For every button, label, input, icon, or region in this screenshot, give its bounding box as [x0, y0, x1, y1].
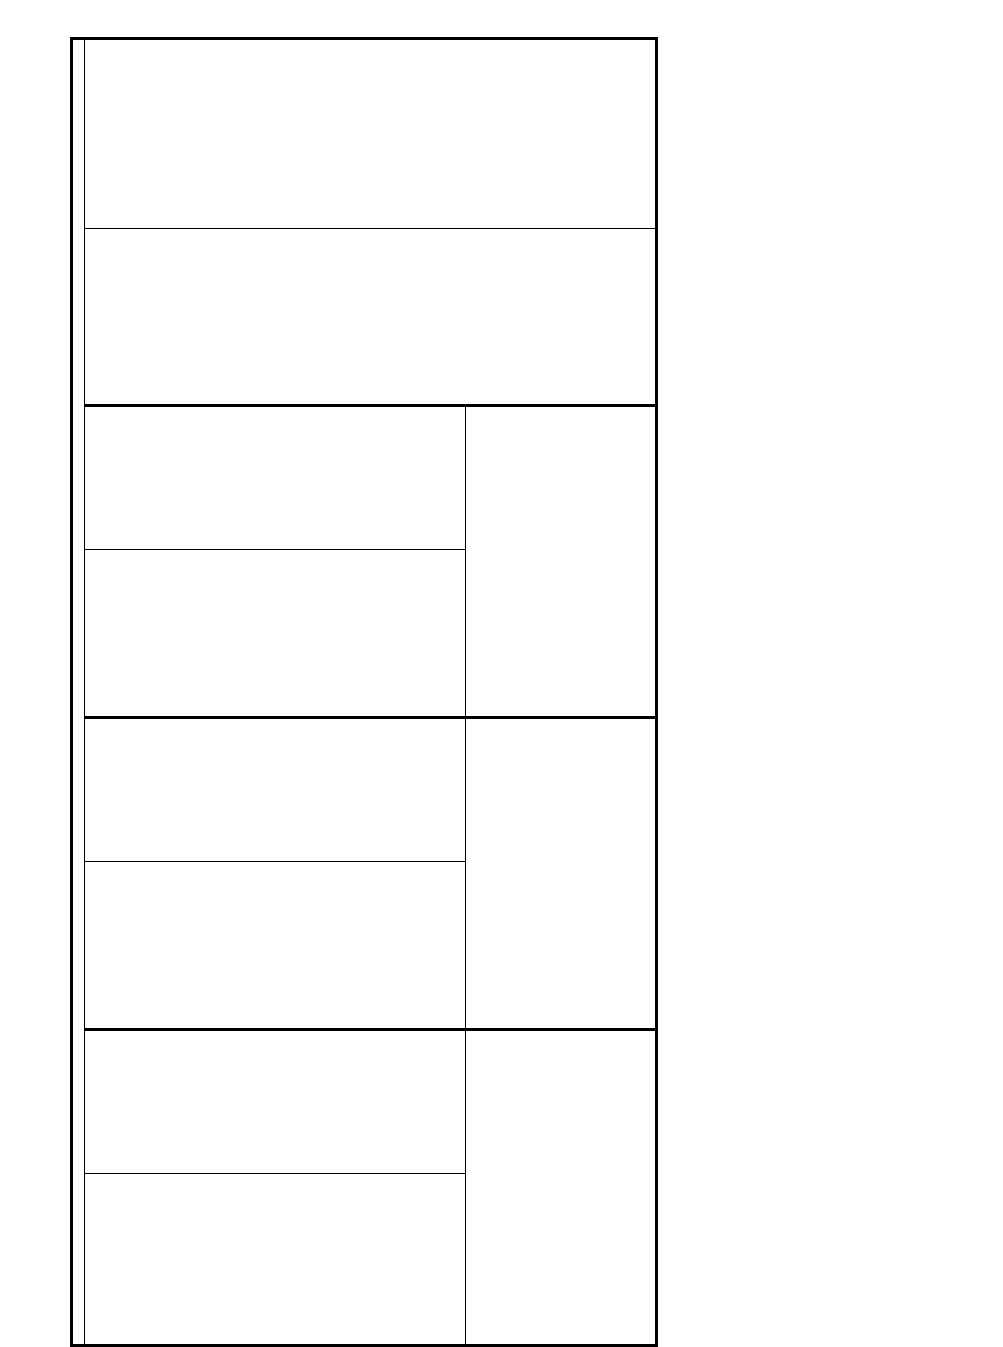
sub-with-220 [84, 550, 466, 718]
sub-without-2 [84, 406, 466, 550]
sub-without-4 [84, 1030, 466, 1174]
group-3-collectors [466, 718, 657, 1030]
group-4-collectors [466, 1030, 657, 1346]
group-2-collectors [466, 406, 657, 718]
mount-type-header [84, 229, 656, 406]
kit-note-cell [84, 39, 656, 229]
sub-with-400 [84, 1174, 466, 1346]
header-row-groups [466, 39, 657, 1346]
price-table [70, 37, 658, 1347]
spacer [72, 39, 85, 1346]
sub-with-300 [84, 862, 466, 1030]
sub-without-3 [84, 718, 466, 862]
table-row-spacer [72, 39, 85, 1346]
